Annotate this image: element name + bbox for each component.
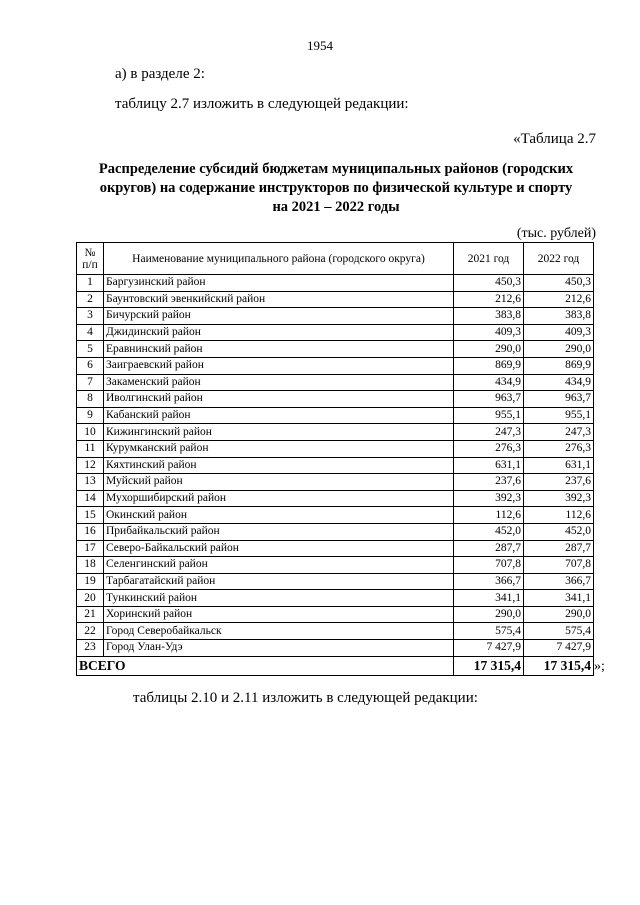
table-header-row: [77, 243, 594, 275]
row-2021: 247,3: [454, 424, 524, 441]
row-name: Прибайкальский район: [104, 523, 454, 540]
row-name: Кяхтинский район: [104, 457, 454, 474]
table-row: [77, 341, 594, 358]
row-2021: 631,1: [454, 457, 524, 474]
row-name: Бичурский район: [104, 308, 454, 325]
row-number: 4: [77, 324, 104, 341]
row-2021: 366,7: [454, 573, 524, 590]
row-2021: 869,9: [454, 357, 524, 374]
table-body: [77, 275, 594, 657]
row-number: 2: [77, 291, 104, 308]
row-2021: 452,0: [454, 523, 524, 540]
row-name: Тарбагатайский район: [104, 573, 454, 590]
table-row: [77, 557, 594, 574]
paragraph-section: а) в разделе 2:: [115, 66, 205, 82]
row-2021: 341,1: [454, 590, 524, 607]
row-2022: 7 427,9: [524, 640, 594, 657]
row-2021: 963,7: [454, 391, 524, 408]
row-2021: 276,3: [454, 440, 524, 457]
row-2022: 212,6: [524, 291, 594, 308]
header-number-symbol: №: [84, 246, 96, 259]
table-row: [77, 291, 594, 308]
row-2021: 707,8: [454, 557, 524, 574]
closing-quote: »;: [594, 659, 605, 674]
row-2021: 237,6: [454, 474, 524, 491]
row-number: 1: [77, 275, 104, 292]
row-number: 22: [77, 623, 104, 640]
row-2022: 247,3: [524, 424, 594, 441]
row-name: Селенгинский район: [104, 557, 454, 574]
row-number: 23: [77, 640, 104, 657]
row-number: 15: [77, 507, 104, 524]
row-number: 16: [77, 523, 104, 540]
row-2021: 955,1: [454, 407, 524, 424]
row-name: Хоринский район: [104, 606, 454, 623]
row-2022: 963,7: [524, 391, 594, 408]
row-number: 9: [77, 407, 104, 424]
paragraph-table-instruction: таблицу 2.7 изложить в следующей редакции:: [115, 96, 409, 112]
header-number-abbr: п/п: [82, 258, 98, 271]
row-name: Окинский район: [104, 507, 454, 524]
row-number: 17: [77, 540, 104, 557]
row-number: 14: [77, 490, 104, 507]
row-number: 19: [77, 573, 104, 590]
row-2021: 212,6: [454, 291, 524, 308]
row-2022: 955,1: [524, 407, 594, 424]
table-title-line: Распределение субсидий бюджетам муниципальных районов (городских: [98, 161, 574, 177]
table-reference: «Таблица 2.7: [513, 131, 596, 147]
row-2022: 287,7: [524, 540, 594, 557]
row-number: 5: [77, 341, 104, 358]
row-2021: 290,0: [454, 341, 524, 358]
row-number: 10: [77, 424, 104, 441]
table-title: [76, 160, 596, 217]
row-2022: 450,3: [524, 275, 594, 292]
row-number: 8: [77, 391, 104, 408]
row-number: 21: [77, 606, 104, 623]
subsidy-table: [76, 242, 594, 676]
row-name: Заиграевский район: [104, 357, 454, 374]
row-number: 13: [77, 474, 104, 491]
row-name: Иволгинский район: [104, 391, 454, 408]
row-2021: 409,3: [454, 324, 524, 341]
row-2022: 434,9: [524, 374, 594, 391]
table-row: [77, 573, 594, 590]
row-2021: 392,3: [454, 490, 524, 507]
row-2022: 392,3: [524, 490, 594, 507]
row-name: Тункинский район: [104, 590, 454, 607]
table-row: [77, 640, 594, 657]
row-name: Северо-Байкальский район: [104, 540, 454, 557]
row-name: Баунтовский эвенкийский район: [104, 291, 454, 308]
header-name: Наименование муниципального района (городского округа): [104, 243, 454, 275]
row-number: 20: [77, 590, 104, 607]
row-2022: 237,6: [524, 474, 594, 491]
table-row: [77, 308, 594, 325]
row-2021: 287,7: [454, 540, 524, 557]
header-number: [77, 243, 104, 275]
row-2022: 290,0: [524, 606, 594, 623]
row-2022: 276,3: [524, 440, 594, 457]
row-number: 3: [77, 308, 104, 325]
table-row: [77, 507, 594, 524]
row-2022: 575,4: [524, 623, 594, 640]
row-name: Курумканский район: [104, 440, 454, 457]
row-2022: 341,1: [524, 590, 594, 607]
row-2021: 434,9: [454, 374, 524, 391]
row-2022: 707,8: [524, 557, 594, 574]
table-title-line: на 2021 – 2022 годы: [272, 199, 400, 215]
row-2021: 7 427,9: [454, 640, 524, 657]
row-2022: 631,1: [524, 457, 594, 474]
table-row: [77, 391, 594, 408]
table-row: [77, 540, 594, 557]
header-2021: 2021 год: [454, 243, 524, 275]
table-row: [77, 357, 594, 374]
row-number: 6: [77, 357, 104, 374]
table-row: [77, 490, 594, 507]
table-row: [77, 590, 594, 607]
row-2022: 409,3: [524, 324, 594, 341]
row-name: Город Улан-Удэ: [104, 640, 454, 657]
row-name: Джидинский район: [104, 324, 454, 341]
row-2022: 366,7: [524, 573, 594, 590]
row-name: Город Северобайкальск: [104, 623, 454, 640]
table-title-line: округов) на содержание инструкторов по физической культуре и спорту: [99, 180, 573, 196]
table-row: [77, 623, 594, 640]
table-row: [77, 324, 594, 341]
table-row: [77, 523, 594, 540]
table-row: [77, 374, 594, 391]
table-row: [77, 606, 594, 623]
row-2022: 452,0: [524, 523, 594, 540]
total-2021: 17 315,4: [454, 656, 524, 675]
row-name: Еравнинский район: [104, 341, 454, 358]
row-2022: 383,8: [524, 308, 594, 325]
row-name: Баргузинский район: [104, 275, 454, 292]
row-2022: 869,9: [524, 357, 594, 374]
row-2021: 112,6: [454, 507, 524, 524]
row-number: 7: [77, 374, 104, 391]
unit-label: (тыс. рублей): [516, 226, 596, 241]
header-2022: 2022 год: [524, 243, 594, 275]
table-row: [77, 457, 594, 474]
row-name: Муйский район: [104, 474, 454, 491]
paragraph-next-tables: таблицы 2.10 и 2.11 изложить в следующей редакции:: [133, 690, 478, 706]
row-name: Мухоршибирский район: [104, 490, 454, 507]
row-2021: 290,0: [454, 606, 524, 623]
row-number: 12: [77, 457, 104, 474]
page-number: 1954: [307, 38, 333, 53]
row-number: 11: [77, 440, 104, 457]
row-2021: 575,4: [454, 623, 524, 640]
row-2021: 450,3: [454, 275, 524, 292]
total-row: [77, 656, 594, 675]
table-row: [77, 474, 594, 491]
row-name: Кижингинский район: [104, 424, 454, 441]
total-label: ВСЕГО: [77, 656, 454, 675]
table-row: [77, 407, 594, 424]
table-row: [77, 440, 594, 457]
row-name: Закаменский район: [104, 374, 454, 391]
row-2021: 383,8: [454, 308, 524, 325]
row-2022: 290,0: [524, 341, 594, 358]
row-number: 18: [77, 557, 104, 574]
row-2022: 112,6: [524, 507, 594, 524]
table-row: [77, 275, 594, 292]
row-name: Кабанский район: [104, 407, 454, 424]
total-2022: 17 315,4: [524, 656, 594, 675]
table-row: [77, 424, 594, 441]
